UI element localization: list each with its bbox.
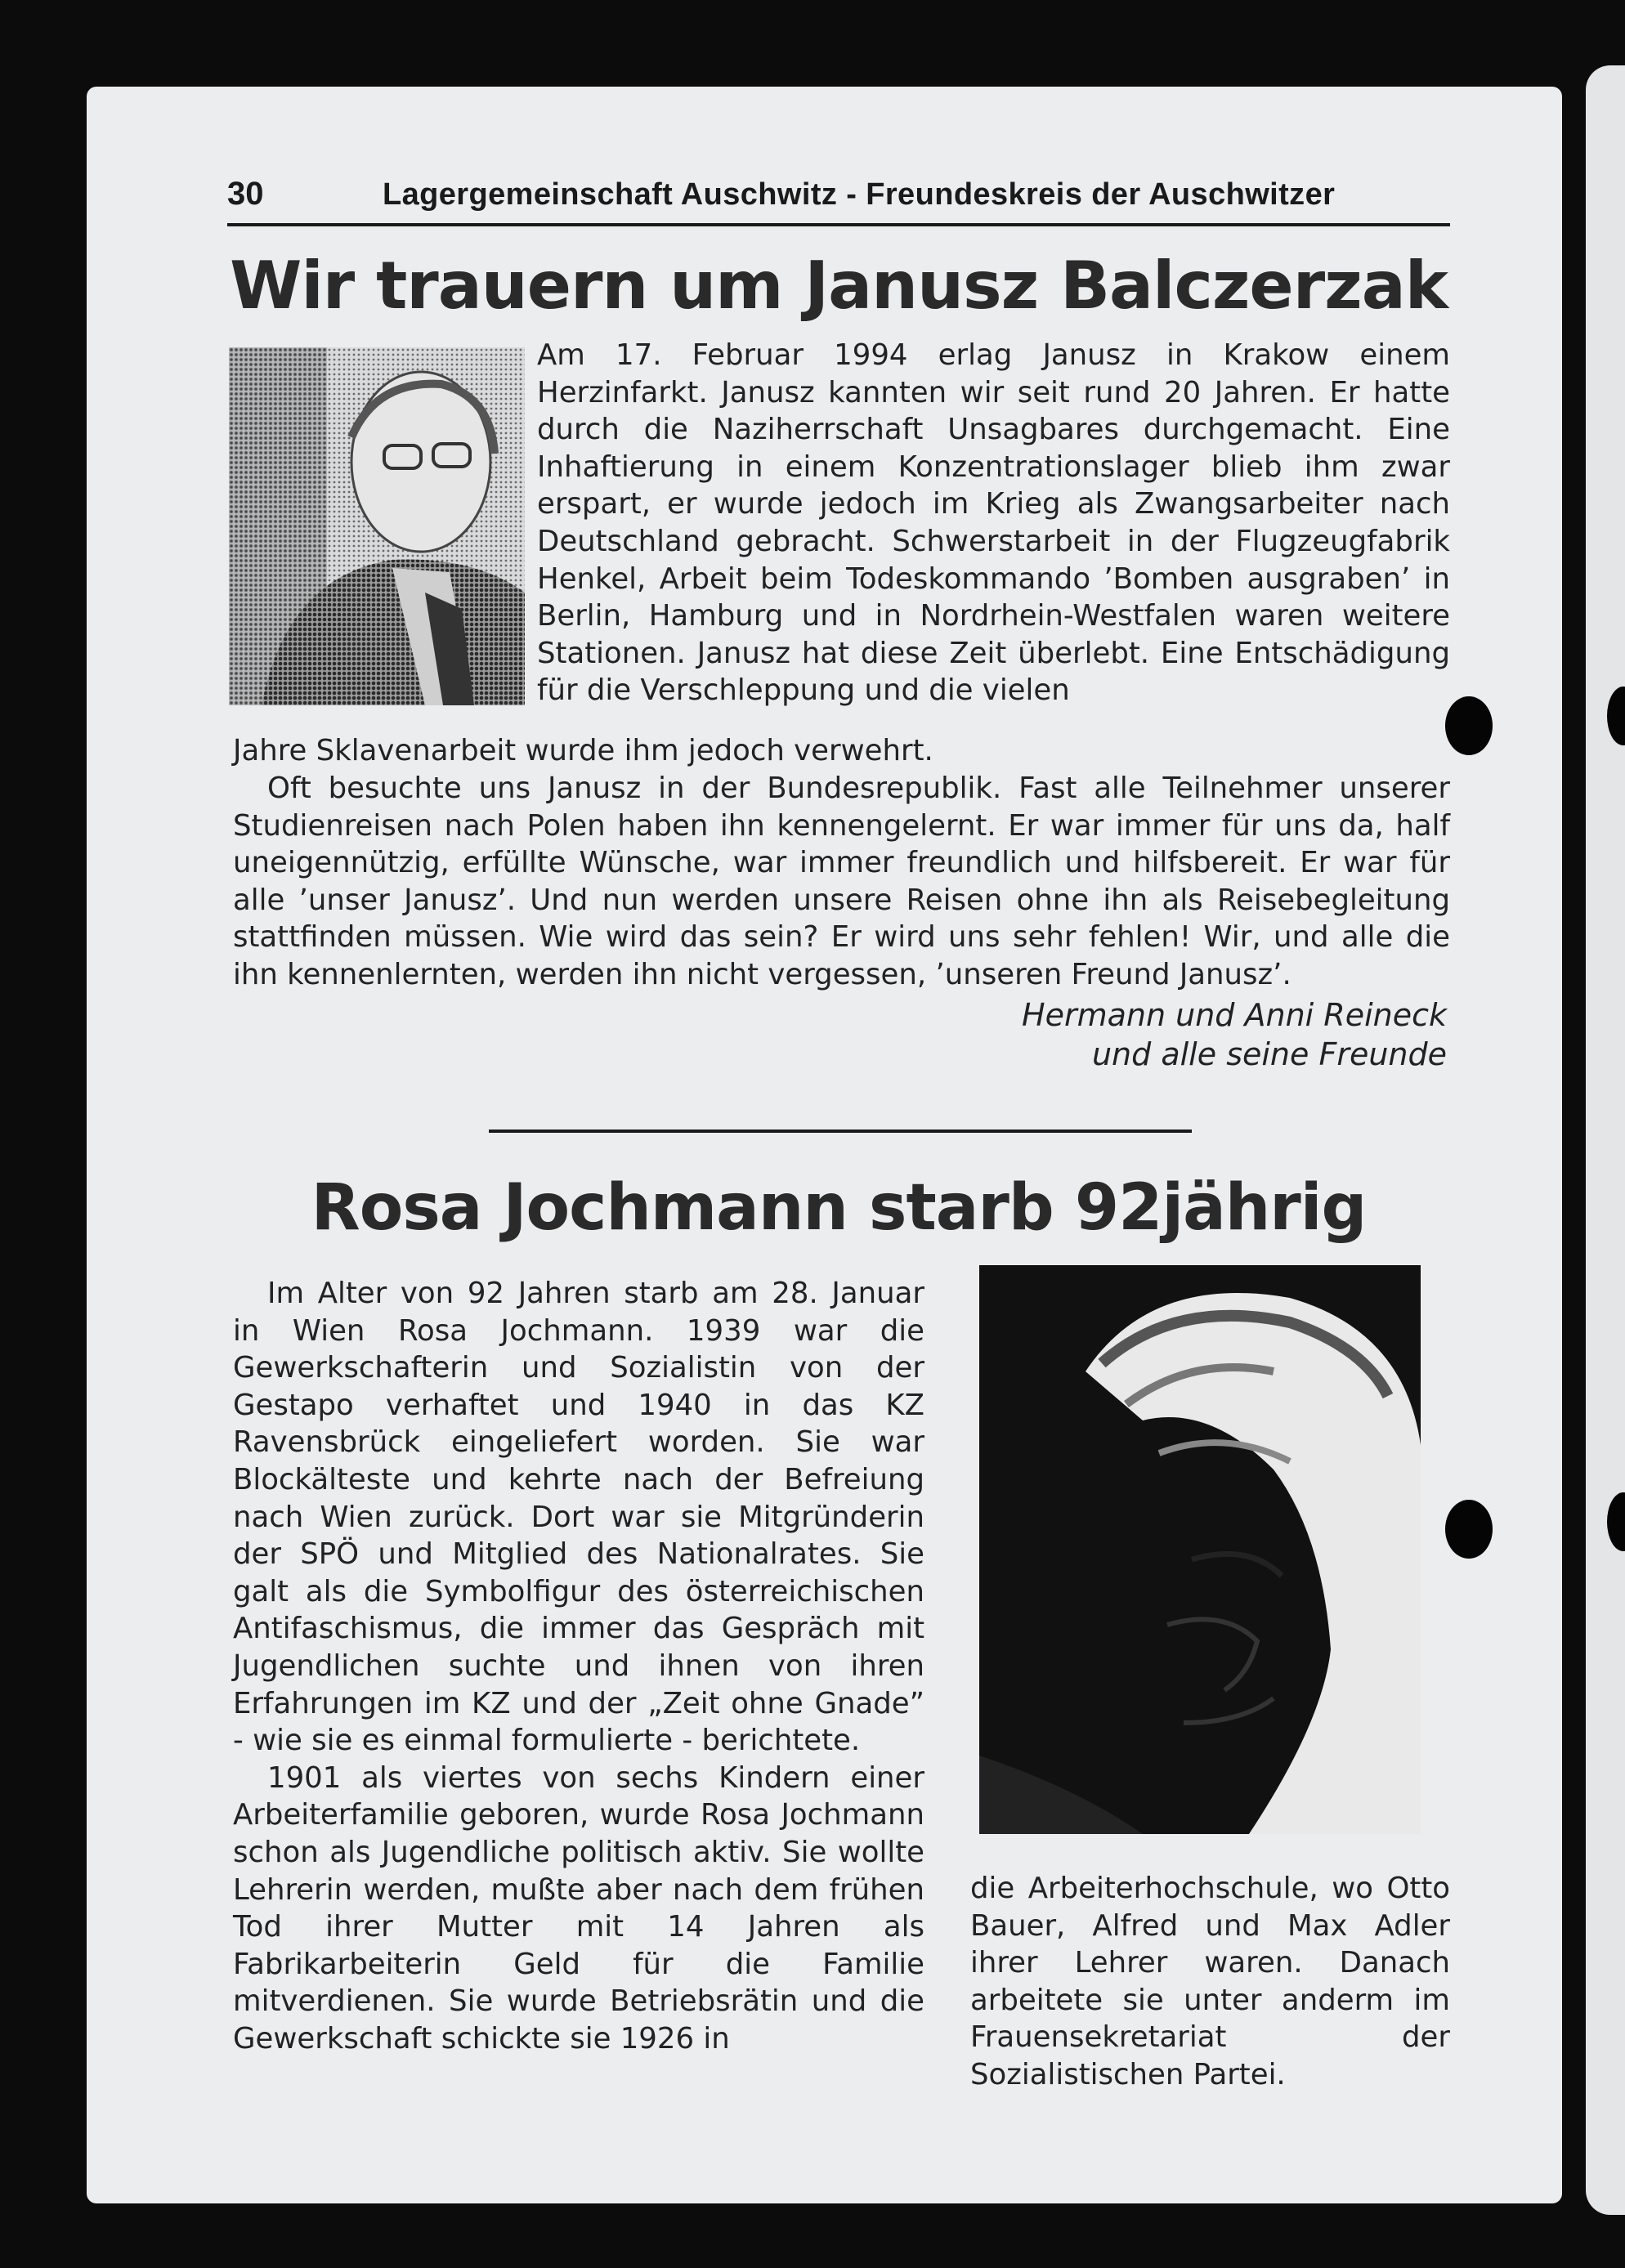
article1-text-1: Am 17. Februar 1994 erlag Janusz in Krakow einem Herzinfarkt. Janusz kannten wir seit rund 20 Jahren. Er hatte durch die Naziherrschaft Unsagbares durchgemacht. Eine Inhaftierung in einem Konzentrationslager blieb ihm zwar erspart, er wurde jedoch im Krieg als Zwangsarbeiter nach Deutschland gebracht. Schwerstarbeit in der Flugzeugfabrik Henkel, Arbeit beim Todeskommando ’Bomben ausgraben’ in Berlin, Hamburg und in Nordrhein-Westfalen waren weitere Stationen. Janusz hat diese Zeit überlebt. Eine Entschädigung für die Verschleppung und die vielen	[537, 338, 1450, 708]
punch-hole	[1445, 1500, 1493, 1559]
article-headline: Wir trauern um Janusz Balczerzak	[230, 248, 1448, 324]
article2-text-3: die Arbeiterhochschule, wo Otto Bauer, Alfred und Max Adler ihrer Lehrer waren. Danach arbeitete sie unter anderm im Frauensekretariat der Sozialistischen Partei.	[970, 1872, 1450, 2091]
article1-paragraph-2	[233, 770, 1450, 994]
section-divider	[489, 1130, 1192, 1133]
portrait-rosa-image	[979, 1265, 1421, 1834]
portrait-photo-rosa	[979, 1265, 1421, 1834]
header-rule	[227, 223, 1450, 226]
show-through-text	[270, 981, 304, 1096]
portrait-photo-janusz	[229, 347, 525, 705]
signature-friends: und alle seine Freunde	[1091, 1036, 1447, 1072]
portrait-janusz-image	[229, 347, 525, 705]
publication-title: Lagergemeinschaft Auschwitz - Freundeskreis der Auschwitzer	[383, 177, 1336, 212]
article1-paragraph-1	[537, 337, 1450, 721]
article-headline-2: Rosa Jochmann starb 92jährig	[311, 1171, 1367, 1245]
article1-signature	[736, 995, 1447, 1074]
article1-text-2: Oft besuchte uns Janusz in der Bundesrepublik. Fast alle Teilnehmer unserer Studienreisen nach Polen haben ihn kennengelernt. Er war immer für uns da, half uneigennützig, erfüllte Wünsche, war immer freundlich und hilfsbereit. Er war für alle ’unser Janusz’. Und nun werden unsere Reisen ohne ihn als Reisebegleitung stattfinden müssen. Wie wird das sein? Er wird uns sehr fehlen! Wir, und alle die ihn kennenlernten, werden ihn nicht vergessen, ’unseren Freund Janusz’.	[233, 772, 1450, 991]
article2-column-2	[970, 1870, 1450, 2094]
page-number: 30	[227, 176, 264, 212]
punch-hole	[1445, 696, 1493, 755]
article2-column-1	[233, 1275, 924, 2057]
article1-paragraph-1-continued	[233, 732, 1450, 770]
adjacent-page-edge	[1586, 65, 1625, 2215]
running-header	[227, 176, 1450, 212]
article2-text-1: Im Alter von 92 Jahren starb am 28. Januar in Wien Rosa Jochmann. 1939 war die Gewerkschafterin und Sozialistin von der Gestapo verhaftet und 1940 in das KZ Ravensbrück eingeliefert worden. Sie war Blockälteste und kehrte nach der Befreiung nach Wien zurück. Dort war sie Mitgründerin der SPÖ und Mitglied des Nationalrates. Sie galt als die Symbolfigur des österreichischen Antifaschismus, die immer das Gespräch mit Jugendlichen suchte und ihnen von ihren Erfahrungen im KZ und der „Zeit ohne Gnade” - wie sie es einmal formulierte - berichtete.	[233, 1277, 924, 1758]
article1-text-1-tail: Jahre Sklavenarbeit wurde ihm jedoch verwehrt.	[233, 734, 933, 767]
article2-text-2: 1901 als viertes von sechs Kindern einer Arbeiterfamilie geboren, wurde Rosa Jochmann schon als Jugendliche politisch aktiv. Sie wollte Lehrerin werden, mußte aber nach dem frühen Tod ihrer Mutter mit 14 Jahren als Fabrikarbeiterin Geld für die Familie mitverdienen. Sie wurde Betriebsrätin und die Gewerkschaft schickte sie 1926 in	[233, 1760, 924, 2056]
signature-names: Hermann und Anni Reineck	[1022, 997, 1447, 1033]
